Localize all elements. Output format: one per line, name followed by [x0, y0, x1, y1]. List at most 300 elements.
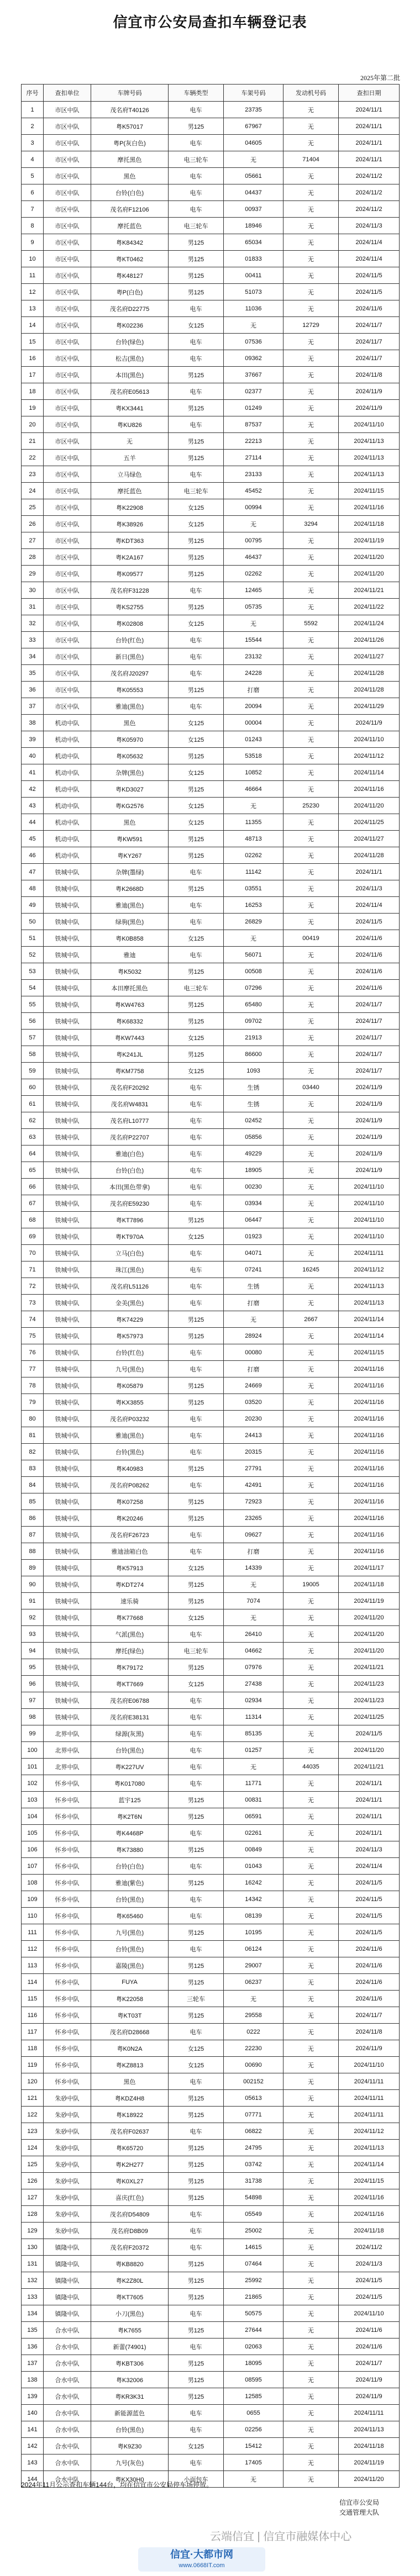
cell-frame: 无: [224, 151, 284, 168]
cell-index: 84: [22, 1477, 44, 1493]
cell-unit: 怀乡中队: [44, 2057, 91, 2073]
cell-engine: 无: [284, 367, 339, 383]
cell-engine: 2667: [284, 1311, 339, 1328]
cell-plate: 粤KW7443: [91, 1030, 169, 1046]
cell-index: 35: [22, 665, 44, 682]
cell-plate: 粤K2668D: [91, 880, 169, 897]
cell-type: 电三轮车: [169, 980, 224, 996]
cell-plate: 粤P(白色): [91, 284, 169, 300]
table-row: [22, 1808, 400, 1825]
cell-date: 2024/11/4: [339, 234, 400, 251]
cell-unit: 铁城中队: [44, 1394, 91, 1411]
cell-type: 男125: [169, 996, 224, 1013]
cell-unit: 北界中队: [44, 1725, 91, 1742]
table-row: [22, 2140, 400, 2156]
cell-engine: 无: [284, 251, 339, 267]
cell-unit: 铁城中队: [44, 1643, 91, 1659]
cell-index: 73: [22, 1295, 44, 1311]
cell-unit: 铁城中队: [44, 1179, 91, 1195]
cell-plate: 茂名府F26723: [91, 1527, 169, 1543]
cell-index: 23: [22, 466, 44, 483]
cell-engine: 无: [284, 1063, 339, 1079]
cell-unit: 铁城中队: [44, 1013, 91, 1030]
cell-frame: 17405: [224, 2454, 284, 2471]
cell-frame: 09362: [224, 350, 284, 367]
cell-date: 2024/11/17: [339, 1560, 400, 1576]
cell-index: 85: [22, 1493, 44, 1510]
cell-type: 电车: [169, 1427, 224, 1444]
cell-frame: 20094: [224, 698, 284, 715]
cell-unit: 市区中队: [44, 400, 91, 416]
cell-engine: 3294: [284, 516, 339, 532]
cell-engine: 无: [284, 582, 339, 599]
cell-plate: 绿源(灰黑): [91, 1725, 169, 1742]
cell-date: 2024/11/9: [339, 1162, 400, 1179]
cell-type: 电车: [169, 648, 224, 665]
cell-type: 男125: [169, 532, 224, 549]
cell-plate: 茂名府D54809: [91, 2206, 169, 2223]
table-row: [22, 1875, 400, 1891]
cell-type: 男125: [169, 1974, 224, 1991]
cell-unit: 怀乡中队: [44, 1891, 91, 1908]
cell-index: 79: [22, 1394, 44, 1411]
cell-date: 2024/11/20: [339, 1626, 400, 1643]
table-row: [22, 980, 400, 996]
table-row: [22, 466, 400, 483]
cell-frame: 72923: [224, 1493, 284, 1510]
cell-unit: 市区中队: [44, 151, 91, 168]
table-row: [22, 1228, 400, 1245]
cell-engine: 无: [284, 1013, 339, 1030]
cell-index: 144: [22, 2471, 44, 2488]
cell-index: 72: [22, 1278, 44, 1295]
cell-type: 女125: [169, 2438, 224, 2454]
cell-unit: 合水中队: [44, 2454, 91, 2471]
table-row: [22, 1643, 400, 1659]
table-row: [22, 102, 400, 118]
cell-frame: 06822: [224, 2123, 284, 2140]
cell-engine: 无: [284, 1278, 339, 1295]
cell-frame: 23133: [224, 466, 284, 483]
cell-type: 电车: [169, 2024, 224, 2040]
cell-engine: 5592: [284, 615, 339, 632]
cell-frame: 07976: [224, 1659, 284, 1676]
table-row: [22, 416, 400, 433]
cell-unit: 铁城中队: [44, 1311, 91, 1328]
table-row: [22, 1659, 400, 1676]
cell-date: 2024/11/4: [339, 1858, 400, 1875]
cell-frame: 无: [224, 1609, 284, 1626]
cell-type: 女125: [169, 1609, 224, 1626]
cell-frame: 02256: [224, 2421, 284, 2438]
table-row: [22, 2007, 400, 2024]
cell-type: 男125: [169, 1593, 224, 1609]
table-row: [22, 798, 400, 814]
cell-type: 女125: [169, 615, 224, 632]
cell-plate: 茂名府J20297: [91, 665, 169, 682]
cell-index: 96: [22, 1676, 44, 1692]
cell-index: 95: [22, 1659, 44, 1676]
cell-plate: 粤KD3027: [91, 781, 169, 798]
cell-unit: 铁城中队: [44, 1676, 91, 1692]
cell-type: 男125: [169, 2256, 224, 2272]
cell-unit: 机动中队: [44, 831, 91, 847]
cell-plate: 雅迪(黑色): [91, 1427, 169, 1444]
cell-frame: 12585: [224, 2388, 284, 2405]
cell-plate: 粤K227UV: [91, 1759, 169, 1775]
cell-frame: 87537: [224, 416, 284, 433]
cell-unit: 怀乡中队: [44, 1941, 91, 1957]
table-row: [22, 2189, 400, 2206]
table-row: [22, 781, 400, 798]
cell-type: 电车: [169, 1444, 224, 1460]
cell-unit: 市区中队: [44, 682, 91, 698]
cell-type: 电车: [169, 1709, 224, 1725]
cell-unit: 铁城中队: [44, 1328, 91, 1344]
cell-date: 2024/11/12: [339, 2123, 400, 2140]
cell-frame: 生锈: [224, 1079, 284, 1096]
cell-date: 2024/11/5: [339, 1908, 400, 1924]
table-row: [22, 764, 400, 781]
cell-engine: 无: [284, 847, 339, 864]
cell-date: 2024/11/7: [339, 1030, 400, 1046]
cell-index: 86: [22, 1510, 44, 1527]
cell-type: 电车: [169, 1908, 224, 1924]
cell-type: 电车: [169, 1626, 224, 1643]
cell-frame: 01833: [224, 251, 284, 267]
stamp-line: 信宜市公安局: [339, 2499, 379, 2506]
cell-frame: 00795: [224, 532, 284, 549]
cell-engine: 无: [284, 1957, 339, 1974]
logo-url: www.0668IT.com: [179, 2562, 225, 2569]
cell-plate: 黑色: [91, 814, 169, 831]
cell-type: 男125: [169, 682, 224, 698]
cell-frame: 26829: [224, 914, 284, 930]
cell-engine: 无: [284, 1295, 339, 1311]
cell-unit: 怀乡中队: [44, 1875, 91, 1891]
cell-date: 2024/11/10: [339, 1212, 400, 1228]
cell-date: 2024/11/1: [339, 1825, 400, 1841]
cell-frame: 00411: [224, 267, 284, 284]
cell-plate: 台铃(红色): [91, 632, 169, 648]
cell-date: 2024/11/1: [339, 135, 400, 151]
cell-date: 2024/11/11: [339, 1245, 400, 1261]
cell-index: 32: [22, 615, 44, 632]
table-row: [22, 2272, 400, 2289]
cell-unit: 机动中队: [44, 798, 91, 814]
cell-plate: 新能源蓝色: [91, 2405, 169, 2421]
table-row: [22, 1792, 400, 1808]
cell-type: 电车: [169, 914, 224, 930]
cell-unit: 铁城中队: [44, 864, 91, 880]
cell-date: 2024/11/10: [339, 2057, 400, 2073]
cell-type: 女125: [169, 1676, 224, 1692]
cell-type: 女125: [169, 1063, 224, 1079]
cell-type: 男125: [169, 1311, 224, 1328]
cell-index: 15: [22, 334, 44, 350]
cell-date: 2024/11/5: [339, 914, 400, 930]
cell-frame: 18095: [224, 2355, 284, 2372]
table-row: [22, 2206, 400, 2223]
cell-unit: 铁城中队: [44, 1493, 91, 1510]
cell-unit: 合水中队: [44, 2339, 91, 2355]
cell-type: 电车: [169, 1725, 224, 1742]
cell-date: 2024/11/16: [339, 1427, 400, 1444]
cell-type: 电车: [169, 1692, 224, 1709]
cell-frame: 00994: [224, 499, 284, 516]
table-row: [22, 2454, 400, 2471]
cell-type: 电车: [169, 135, 224, 151]
cell-date: 2024/11/7: [339, 350, 400, 367]
cell-frame: 1093: [224, 1063, 284, 1079]
cell-type: 电车: [169, 2421, 224, 2438]
cell-frame: 31738: [224, 2173, 284, 2189]
official-stamp-text: [321, 2498, 398, 2517]
cell-engine: 无: [284, 2438, 339, 2454]
cell-unit: 铁城中队: [44, 1427, 91, 1444]
table-row: [22, 1162, 400, 1179]
table-row: [22, 118, 400, 135]
cell-date: 2024/11/27: [339, 648, 400, 665]
cell-plate: 茂名府P08262: [91, 1477, 169, 1493]
cell-plate: 本田(黑色带拿): [91, 1179, 169, 1195]
table-row: [22, 2073, 400, 2090]
cell-unit: 铁城中队: [44, 996, 91, 1013]
cell-index: 143: [22, 2454, 44, 2471]
cell-date: 2024/11/7: [339, 2355, 400, 2372]
stamp-line: 交通管理大队: [339, 2509, 379, 2516]
cell-frame: 08139: [224, 1908, 284, 1924]
cell-date: 2024/11/26: [339, 632, 400, 648]
cell-index: 4: [22, 151, 44, 168]
cell-index: 21: [22, 433, 44, 450]
cell-type: 女125: [169, 731, 224, 748]
table-row: [22, 284, 400, 300]
cell-unit: 市区中队: [44, 234, 91, 251]
cell-index: 120: [22, 2073, 44, 2090]
cell-date: 2024/11/19: [339, 1593, 400, 1609]
cell-type: 电车: [169, 1245, 224, 1261]
cell-date: 2024/11/7: [339, 996, 400, 1013]
cell-frame: 02063: [224, 2339, 284, 2355]
cell-engine: 00419: [284, 930, 339, 947]
table-row: [22, 168, 400, 184]
cell-frame: 03934: [224, 1195, 284, 1212]
cell-unit: 怀乡中队: [44, 2073, 91, 2090]
table-row: [22, 632, 400, 648]
cell-date: 2024/11/5: [339, 1875, 400, 1891]
cell-index: 109: [22, 1891, 44, 1908]
cell-frame: 18946: [224, 218, 284, 234]
cell-type: 电三轮车: [169, 1643, 224, 1659]
cell-frame: 27114: [224, 450, 284, 466]
cell-type: 电车: [169, 1146, 224, 1162]
cell-plate: 茂名府E05613: [91, 383, 169, 400]
cell-frame: 24413: [224, 1427, 284, 1444]
cell-frame: 16242: [224, 1875, 284, 1891]
cell-date: 2024/11/10: [339, 1179, 400, 1195]
cell-type: 男125: [169, 781, 224, 798]
table-row: [22, 2123, 400, 2140]
cell-date: 2024/11/15: [339, 2173, 400, 2189]
cell-engine: 无: [284, 2107, 339, 2123]
cell-unit: 铁城中队: [44, 980, 91, 996]
cell-date: 2024/11/21: [339, 1759, 400, 1775]
cell-index: 63: [22, 1129, 44, 1146]
cell-frame: 22213: [224, 433, 284, 450]
cell-unit: 市区中队: [44, 416, 91, 433]
cell-engine: 无: [284, 334, 339, 350]
cell-type: 电三轮车: [169, 483, 224, 499]
cell-date: 2024/11/16: [339, 781, 400, 798]
cell-type: 男125: [169, 433, 224, 450]
cell-index: 60: [22, 1079, 44, 1096]
cell-unit: 铁城中队: [44, 1079, 91, 1096]
cell-unit: 市区中队: [44, 499, 91, 516]
cell-engine: 无: [284, 1030, 339, 1046]
table-row: [22, 300, 400, 317]
cell-engine: 无: [284, 184, 339, 201]
cell-engine: 无: [284, 2405, 339, 2421]
cell-index: 7: [22, 201, 44, 218]
cell-date: 2024/11/2: [339, 2239, 400, 2256]
cell-type: 电车: [169, 1891, 224, 1908]
table-row: [22, 2388, 400, 2405]
cell-unit: 市区中队: [44, 698, 91, 715]
cell-type: 电车: [169, 168, 224, 184]
cell-frame: 29007: [224, 1957, 284, 1974]
cell-type: 电车: [169, 665, 224, 682]
cell-engine: 无: [284, 2057, 339, 2073]
cell-index: 57: [22, 1030, 44, 1046]
cell-date: 2024/11/9: [339, 2040, 400, 2057]
cell-index: 55: [22, 996, 44, 1013]
cell-engine: 无: [284, 1775, 339, 1792]
cell-index: 135: [22, 2322, 44, 2339]
cell-engine: 无: [284, 2256, 339, 2272]
cell-plate: 粤K57973: [91, 1328, 169, 1344]
cell-frame: 23735: [224, 102, 284, 118]
col-header-engine: 发动机号码: [284, 85, 339, 102]
cell-frame: 05661: [224, 168, 284, 184]
cell-plate: 茂名府D28668: [91, 2024, 169, 2040]
cell-engine: 无: [284, 566, 339, 582]
cell-type: 女125: [169, 2057, 224, 2073]
cell-engine: 无: [284, 1394, 339, 1411]
cell-unit: 怀乡中队: [44, 1991, 91, 2007]
cell-type: 电车: [169, 1775, 224, 1792]
cell-plate: 茂名府E59230: [91, 1195, 169, 1212]
table-row: [22, 582, 400, 599]
cell-engine: 无: [284, 1991, 339, 2007]
cell-plate: 粤KX3441: [91, 400, 169, 416]
table-row: [22, 1560, 400, 1576]
cell-engine: 无: [284, 682, 339, 698]
cell-unit: 市区中队: [44, 350, 91, 367]
cell-plate: 台铃(白色): [91, 1858, 169, 1875]
cell-frame: 45452: [224, 483, 284, 499]
cell-engine: 无: [284, 433, 339, 450]
cell-plate: 粤KT7605: [91, 2289, 169, 2305]
cell-type: 男125: [169, 2107, 224, 2123]
cell-engine: 无: [284, 383, 339, 400]
cell-engine: 无: [284, 483, 339, 499]
cell-frame: 无: [224, 1311, 284, 1328]
table-row: [22, 814, 400, 831]
table-row: [22, 499, 400, 516]
table-row: [22, 2372, 400, 2388]
cell-unit: 铁城中队: [44, 1560, 91, 1576]
cell-frame: 生锈: [224, 1278, 284, 1295]
cell-date: 2024/11/15: [339, 483, 400, 499]
cell-unit: 镇隆中队: [44, 2305, 91, 2322]
cell-plate: 粤K18922: [91, 2107, 169, 2123]
table-row: [22, 1543, 400, 1560]
cell-frame: 04605: [224, 135, 284, 151]
cell-engine: 无: [284, 648, 339, 665]
cell-type: 男125: [169, 1046, 224, 1063]
cell-frame: 11314: [224, 1709, 284, 1725]
cell-unit: 市区中队: [44, 665, 91, 682]
cell-type: 电车: [169, 1278, 224, 1295]
cell-plate: 雅迪油箱白色: [91, 1543, 169, 1560]
cell-plate: 茂名府L10777: [91, 1112, 169, 1129]
table-row: [22, 2024, 400, 2040]
cell-frame: 05613: [224, 2090, 284, 2107]
cell-type: 电车: [169, 102, 224, 118]
cell-engine: 无: [284, 1112, 339, 1129]
cell-plate: 黑色: [91, 715, 169, 731]
cell-engine: 无: [284, 947, 339, 963]
table-row: [22, 2090, 400, 2107]
cell-date: 2024/11/2: [339, 184, 400, 201]
cell-date: 2024/11/28: [339, 847, 400, 864]
table-row: [22, 1991, 400, 2007]
cell-type: 男125: [169, 549, 224, 566]
cell-date: 2024/11/20: [339, 566, 400, 582]
cell-index: 39: [22, 731, 44, 748]
cell-plate: 台铃(黑色): [91, 1941, 169, 1957]
cell-plate: 粤KX30H0: [91, 2471, 169, 2488]
cell-plate: 九号(灰色): [91, 2454, 169, 2471]
cell-plate: 茂名府L51126: [91, 1278, 169, 1295]
cell-plate: 本田摩托黑色: [91, 980, 169, 996]
cell-engine: 无: [284, 2372, 339, 2388]
table-row: [22, 516, 400, 532]
cell-plate: 粤K05553: [91, 682, 169, 698]
cell-index: 97: [22, 1692, 44, 1709]
cell-type: 男125: [169, 2173, 224, 2189]
cell-plate: 金美(黑色): [91, 1295, 169, 1311]
cell-engine: 无: [284, 1162, 339, 1179]
cell-type: 男125: [169, 2355, 224, 2372]
cell-unit: 怀乡中队: [44, 1924, 91, 1941]
cell-plate: 摩托蓝色: [91, 218, 169, 234]
cell-plate: 粤K22908: [91, 499, 169, 516]
cell-index: 105: [22, 1825, 44, 1841]
cell-plate: 台铃(黑色): [91, 1444, 169, 1460]
cell-type: 女125: [169, 516, 224, 532]
cell-engine: 无: [284, 996, 339, 1013]
cell-engine: 无: [284, 350, 339, 367]
cell-unit: 镇隆中队: [44, 2272, 91, 2289]
table-row: [22, 1593, 400, 1609]
table-row: [22, 615, 400, 632]
cell-plate: 粤K65460: [91, 1908, 169, 1924]
table-row: [22, 1096, 400, 1112]
cell-date: 2024/11/9: [339, 1096, 400, 1112]
cell-plate: 台铃(绿色): [91, 334, 169, 350]
